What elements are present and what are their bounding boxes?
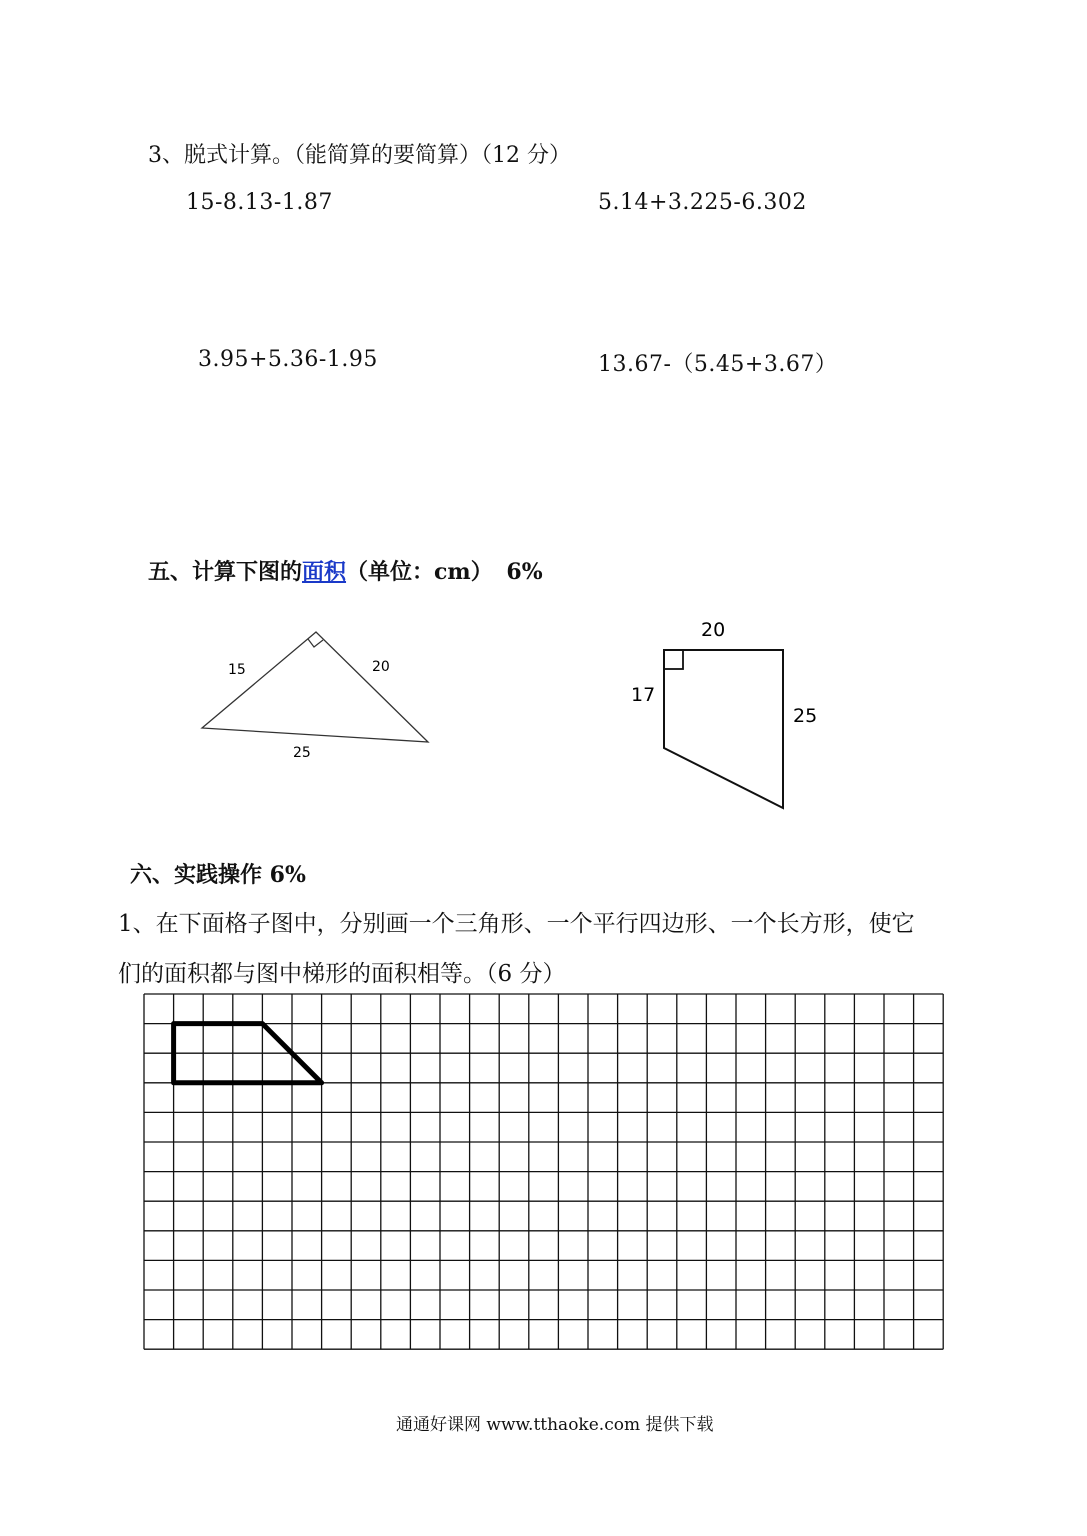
grid-paper[interactable] (142, 992, 947, 1354)
section5-score: 6% (506, 559, 543, 585)
section6-heading: 六、实践操作 6% (130, 862, 306, 888)
expr-4: 13.67-（5.45+3.67） (598, 352, 838, 377)
expr-3: 3.95+5.36-1.95 (198, 347, 378, 372)
q3-title: 3、脱式计算。（能简算的要简算）（12 分） (148, 143, 571, 168)
expr-2: 5.14+3.225-6.302 (598, 190, 807, 215)
triangle-label-left: 15 (228, 662, 246, 678)
section5-prefix: 五、计算下图的 (148, 559, 303, 585)
section6-line2: 们的面积都与图中梯形的面积相等。（6 分） (118, 961, 566, 987)
triangle-right-angle-mark (308, 639, 323, 647)
triangle-label-bottom: 25 (293, 745, 311, 761)
trapezoid-right-angle-mark (664, 650, 683, 669)
trapezoid-shape (664, 650, 783, 808)
trapezoid-figure (620, 610, 830, 820)
section6-line1: 1、在下面格子图中，分别画一个三角形、一个平行四边形、一个长方形，使它 (118, 911, 915, 937)
section5-heading (148, 555, 543, 586)
trapezoid-label-top: 20 (701, 619, 726, 641)
expr-1: 15-8.13-1.87 (186, 190, 333, 215)
trapezoid-label-right: 25 (793, 705, 818, 727)
section5-suffix: （单位：cm） (346, 559, 493, 585)
triangle-label-right: 20 (372, 659, 390, 675)
trapezoid-label-left: 17 (631, 684, 656, 706)
area-link[interactable]: 面积 (302, 559, 347, 585)
triangle-shape (202, 632, 428, 742)
footer-text: 通通好课网 www.tthaoke.com 提供下载 (396, 1415, 714, 1435)
triangle-figure (190, 620, 450, 770)
